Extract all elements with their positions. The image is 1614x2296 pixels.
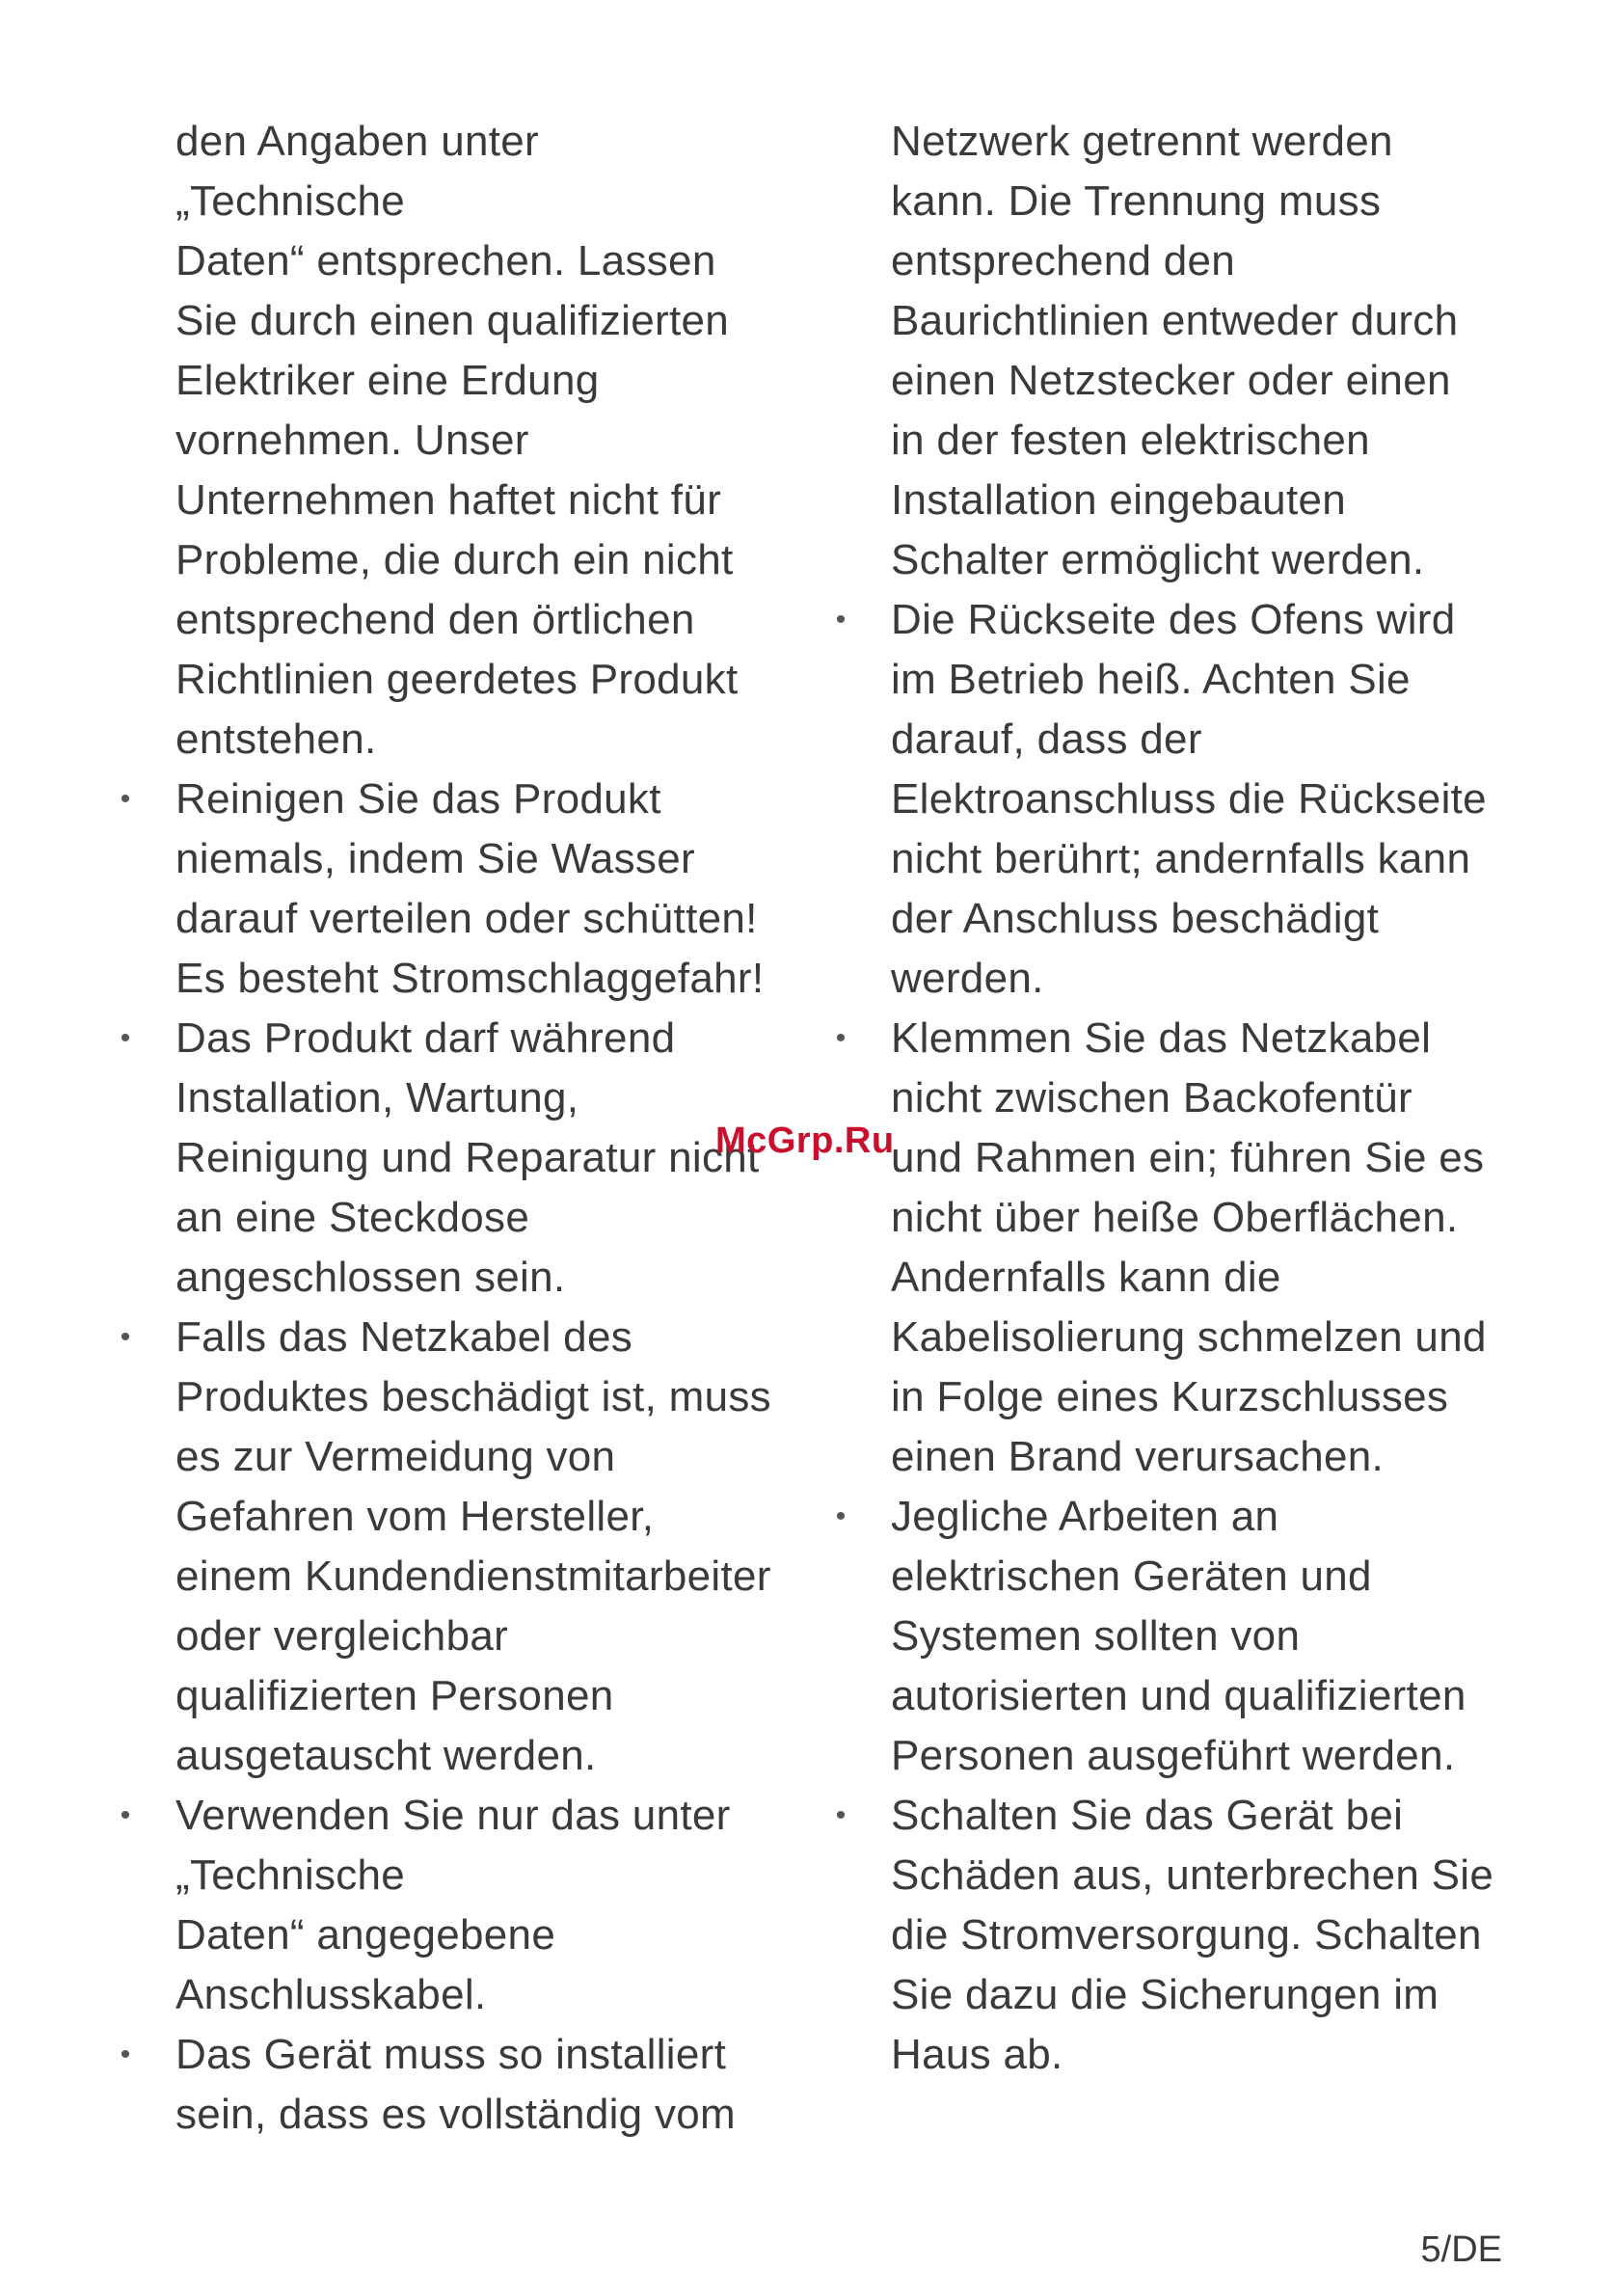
text-line: Unternehmen haftet nicht für	[175, 476, 722, 524]
text-line: an eine Steckdose	[175, 1194, 530, 1241]
text-line: Baurichtlinien entweder durch	[891, 297, 1459, 344]
text-line: Installation, Wartung,	[175, 1074, 579, 1121]
right-continuation	[831, 112, 1506, 590]
text-line: Gefahren vom Hersteller,	[175, 1493, 655, 1540]
text-line: elektrischen Geräten und	[891, 1553, 1372, 1600]
bullet-dot-icon: •	[835, 1799, 847, 1831]
list-item	[831, 1009, 1506, 1487]
bullet-dot-icon: •	[835, 1500, 847, 1532]
left-column	[116, 112, 791, 2145]
text-line: in der festen elektrischen	[891, 417, 1370, 464]
text-line: Reinigen Sie das Produkt	[175, 775, 661, 823]
text-line: einem Kundendienstmitarbeiter	[175, 1553, 771, 1600]
list-item	[116, 1786, 791, 2025]
text-line: Probleme, die durch ein nicht	[175, 536, 734, 583]
page-number: 5/DE	[1420, 2229, 1502, 2270]
text-line: Schäden aus, unterbrechen Sie	[891, 1851, 1494, 1899]
text-line: Kabelisolierung schmelzen und	[891, 1313, 1487, 1361]
text-line: Jegliche Arbeiten an	[891, 1493, 1279, 1540]
text-line: „Technische	[175, 177, 406, 225]
text-line: die Stromversorgung. Schalten	[891, 1911, 1482, 1958]
left-continuation	[116, 112, 791, 770]
right-column	[831, 112, 1506, 2085]
text-line: niemals, indem Sie Wasser	[175, 835, 695, 882]
text-line: Die Rückseite des Ofens wird	[891, 596, 1456, 643]
text-line: Klemmen Sie das Netzkabel	[891, 1014, 1432, 1062]
bullet-dot-icon: •	[120, 1022, 131, 1054]
text-line: vornehmen. Unser	[175, 417, 529, 464]
text-line: Daten“ entsprechen. Lassen	[175, 237, 716, 284]
text-line: werden.	[891, 955, 1044, 1002]
text-line: Anschlusskabel.	[175, 1971, 487, 2018]
list-item	[116, 1009, 791, 1308]
bullet-dot-icon: •	[120, 2039, 131, 2070]
list-item	[831, 1487, 1506, 1786]
text-line: Reinigung und Reparatur nicht	[175, 1134, 760, 1181]
text-line: angeschlossen sein.	[175, 1254, 566, 1301]
text-line: Schalter ermöglicht werden.	[891, 536, 1425, 583]
text-line: qualifizierten Personen	[175, 1672, 614, 1719]
watermark: McGrp.Ru	[715, 1121, 895, 1161]
text-line: Produktes beschädigt ist, muss	[175, 1373, 771, 1420]
text-line: Netzwerk getrennt werden	[891, 118, 1393, 165]
text-line: entsprechend den örtlichen	[175, 596, 695, 643]
text-line: darauf, dass der	[891, 716, 1202, 763]
text-line: Es besteht Stromschlaggefahr!	[175, 955, 765, 1002]
text-line: es zur Vermeidung von	[175, 1433, 616, 1480]
bullet-dot-icon: •	[120, 1321, 131, 1353]
text-line: den Angaben unter	[175, 118, 539, 165]
bullet-dot-icon: •	[835, 1022, 847, 1054]
bullet-dot-icon: •	[835, 604, 847, 635]
text-line: Sie dazu die Sicherungen im	[891, 1971, 1439, 2018]
text-line: Elektriker eine Erdung	[175, 357, 600, 404]
text-line: Richtlinien geerdetes Produkt	[175, 656, 739, 703]
text-line: autorisierten und qualifizierten	[891, 1672, 1466, 1719]
list-item	[116, 1308, 791, 1786]
text-line: einen Brand verursachen.	[891, 1433, 1385, 1480]
text-line: nicht berührt; andernfalls kann	[891, 835, 1471, 882]
text-line: Personen ausgeführt werden.	[891, 1732, 1456, 1779]
text-line: darauf verteilen oder schütten!	[175, 895, 758, 942]
text-line: Verwenden Sie nur das unter	[175, 1792, 731, 1839]
text-line: und Rahmen ein; führen Sie es	[891, 1134, 1485, 1181]
text-line: Das Gerät muss so installiert	[175, 2031, 727, 2078]
bullet-dot-icon: •	[120, 1799, 131, 1831]
text-line: Falls das Netzkabel des	[175, 1313, 633, 1361]
text-line: in Folge eines Kurzschlusses	[891, 1373, 1449, 1420]
text-line: Das Produkt darf während	[175, 1014, 676, 1062]
list-item	[116, 770, 791, 1009]
text-line: Systemen sollten von	[891, 1612, 1301, 1660]
text-line: im Betrieb heiß. Achten Sie	[891, 656, 1411, 703]
text-line: nicht zwischen Backofentür	[891, 1074, 1412, 1121]
text-line: entstehen.	[175, 716, 377, 763]
list-item	[831, 590, 1506, 1009]
text-line: der Anschluss beschädigt	[891, 895, 1380, 942]
text-line: Daten“ angegebene	[175, 1911, 556, 1958]
list-item	[116, 2025, 791, 2145]
text-line: nicht über heiße Oberflächen.	[891, 1194, 1459, 1241]
text-line: kann. Die Trennung muss	[891, 177, 1382, 225]
text-line: Schalten Sie das Gerät bei	[891, 1792, 1404, 1839]
text-line: Andernfalls kann die	[891, 1254, 1281, 1301]
text-line: entsprechend den	[891, 237, 1236, 284]
text-line: Haus ab.	[891, 2031, 1063, 2078]
bullet-dot-icon: •	[120, 783, 131, 815]
text-line: „Technische	[175, 1851, 406, 1899]
text-line: Elektroanschluss die Rückseite	[891, 775, 1487, 823]
text-line: Installation eingebauten	[891, 476, 1347, 524]
text-line: Sie durch einen qualifizierten	[175, 297, 730, 344]
text-line: sein, dass es vollständig vom	[175, 2091, 736, 2138]
text-line: ausgetauscht werden.	[175, 1732, 597, 1779]
list-item	[831, 1786, 1506, 2085]
text-line: oder vergleichbar	[175, 1612, 509, 1660]
text-line: einen Netzstecker oder einen	[891, 357, 1451, 404]
